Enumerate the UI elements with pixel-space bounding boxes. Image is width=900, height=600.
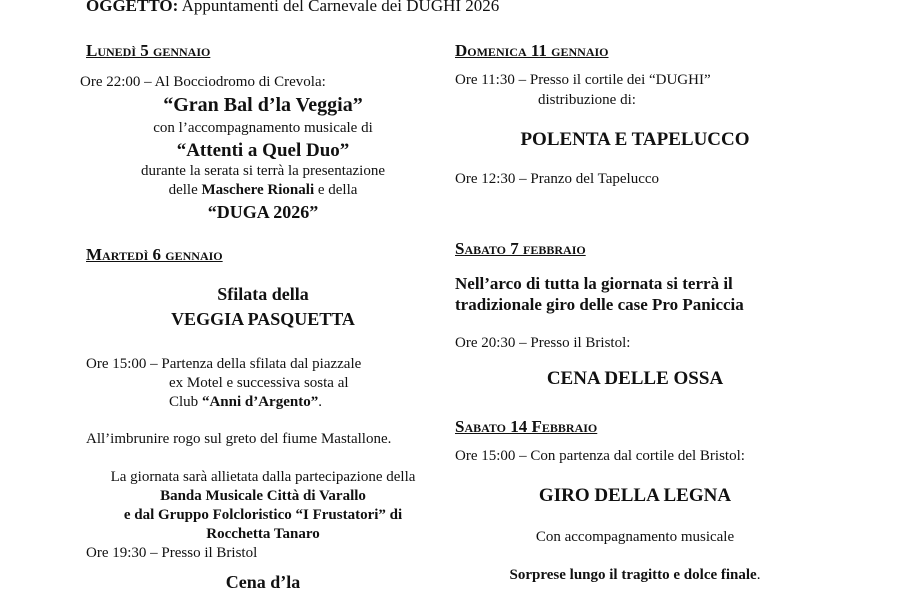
day-header-sabato-14: Sabato 14 Febbraio: [455, 417, 598, 436]
day-header-lunedi: Lunedì 5 gennaio: [86, 41, 211, 60]
text-span: .: [756, 567, 761, 583]
schedule-line: [169, 394, 322, 411]
event-text: tradizionale giro delle case Pro Paniccia: [455, 295, 744, 314]
note-line: La giornata sarà allietata dalla partecipazione della: [110, 469, 416, 485]
event-title: “DUGA 2026”: [207, 202, 319, 222]
schedule-line: Ore 15:00 – Partenza della sfilata dal piazzale: [86, 356, 362, 372]
subject-text: Appuntamenti del Carnevale dei DUGHI 2026: [181, 0, 500, 15]
event-title: CENA DELLE OSSA: [546, 368, 724, 389]
day-header-domenica: Domenica 11 gennaio: [455, 41, 609, 60]
text-span: delle: [168, 182, 202, 198]
event-title: POLENTA E TAPELUCCO: [520, 129, 750, 150]
text-span: Club: [169, 394, 202, 410]
schedule-line: [80, 182, 446, 199]
day-header-martedi: Martedì 6 gennaio: [86, 245, 223, 264]
schedule-line: distribuzione di:: [538, 92, 636, 108]
bold-span: Sorprese lungo il tragitto e dolce finale: [509, 567, 757, 583]
schedule-line: Ore 20:30 – Presso il Bristol:: [455, 335, 631, 351]
schedule-line: All’imbrunire rogo sul greto del fiume Mastallone.: [86, 431, 392, 447]
note-line: Rocchetta Tanaro: [206, 526, 320, 542]
schedule-line: con l’accompagnamento musicale di: [153, 120, 373, 136]
schedule-line: Ore 12:30 – Pranzo del Tapelucco: [455, 171, 660, 187]
schedule-line: durante la serata si terrà la presentazione: [140, 163, 386, 179]
bold-span: Maschere Rionali: [201, 182, 315, 198]
note-line: e dal Gruppo Folcloristico “I Frustatori” di: [123, 507, 403, 523]
event-title: GIRO DELLA LEGNA: [538, 485, 732, 506]
schedule-line: Ore 22:00 – Al Bocciodromo di Crevola:: [80, 74, 326, 90]
subject-line: [86, 0, 499, 16]
event-title: “Gran Bal d’la Veggia”: [163, 94, 363, 116]
schedule-line: Ore 15:00 – Con partenza dal cortile del Bristol:: [455, 448, 745, 464]
event-title: “Attenti a Quel Duo”: [176, 140, 350, 161]
text-span: e della: [314, 182, 358, 198]
schedule-line: [455, 567, 815, 584]
text-span: .: [318, 394, 322, 410]
event-title: Sfilata della: [217, 284, 309, 304]
schedule-line: Ore 11:30 – Presso il cortile dei “DUGHI”: [455, 72, 711, 88]
event-text: Nell’arco di tutta la giornata si terrà il: [455, 274, 733, 293]
bold-span: “Anni d’Argento”: [201, 394, 319, 410]
schedule-line: ex Motel e successiva sosta al: [169, 375, 349, 391]
subject-label: OGGETTO:: [86, 0, 179, 15]
note-line: Banda Musicale Città di Varallo: [160, 488, 366, 504]
schedule-line: Con accompagnamento musicale: [535, 529, 735, 545]
event-title: Cena d’la: [225, 572, 301, 592]
schedule-line: Ore 19:30 – Presso il Bristol: [86, 545, 258, 561]
day-header-sabato-7: Sabato 7 febbraio: [455, 239, 586, 258]
event-title: VEGGIA PASQUETTA: [171, 309, 355, 329]
